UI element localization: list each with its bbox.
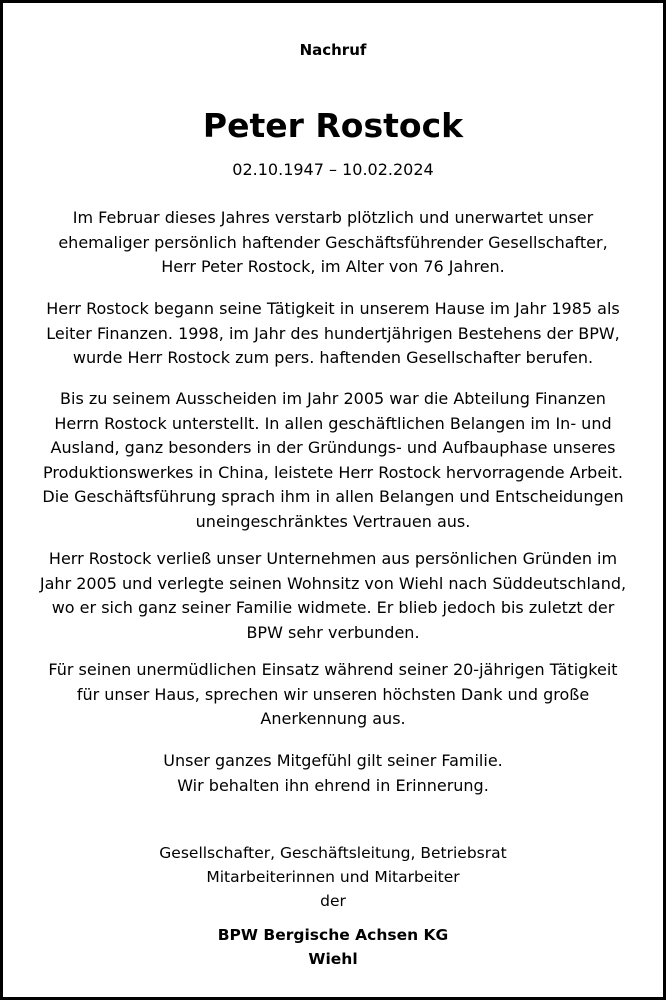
text-line: wo er sich ganz seiner Familie widmete. Er blieb jedoch bis zuletzt der [51, 598, 615, 617]
paragraph-announcement [3, 206, 663, 280]
text-line: Herr Rostock verließ unser Unternehmen aus persönlichen Gründen im [48, 549, 618, 568]
life-dates: 02.10.1947 – 10.02.2024 [232, 160, 434, 179]
text-line: Anerkennung aus. [260, 709, 406, 728]
deceased-name: Peter Rostock [202, 106, 464, 145]
paragraph-career [3, 297, 663, 371]
signature-line: Mitarbeiterinnen und Mitarbeiter [206, 868, 460, 886]
text-line: wurde Herr Rostock zum pers. haftenden Gesellschafter berufen. [72, 348, 594, 367]
paragraph-departure [3, 547, 663, 645]
signature-line: der [320, 892, 346, 910]
paragraph-finance [3, 387, 663, 534]
paragraph-thanks [3, 658, 663, 732]
signature-block [3, 841, 663, 913]
text-line: Unser ganzes Mitgefühl gilt seiner Familie. [163, 751, 503, 770]
text-line: Im Februar dieses Jahres verstarb plötzlich und unerwartet unser [72, 208, 594, 227]
paragraph-condolence [3, 749, 663, 798]
company-city: Wiehl [308, 950, 358, 968]
text-line: Produktionswerkes in China, leistete Herr Rostock hervorragende Arbeit. [43, 462, 623, 482]
text-line: uneingeschränktes Vertrauen aus. [195, 511, 471, 531]
text-line: Die Geschäftsführung sprach ihm in allen Belangen und Entscheidungen [42, 487, 624, 506]
text-line: Für seinen unermüdlichen Einsatz während seiner 20-jährigen Tätigkeit [48, 660, 618, 679]
company-name: BPW Bergische Achsen KG [217, 926, 449, 944]
text-line: Wir behalten ihn ehrend in Erinnerung. [177, 775, 489, 795]
signature-line: Gesellschafter, Geschäftsleitung, Betriebsrat [159, 844, 507, 862]
company-block [3, 923, 663, 971]
text-line: Herrn Rostock unterstellt. In allen geschäftlichen Belangen im In- und [54, 413, 612, 433]
text-line: Jahr 2005 und verlegte seinen Wohnsitz von Wiehl nach Süddeutschland, [39, 573, 627, 593]
text-line: Bis zu seinem Ausscheiden im Jahr 2005 war die Abteilung Finanzen [60, 389, 606, 408]
text-line: Herr Rostock begann seine Tätigkeit in unserem Hause im Jahr 1985 als [46, 299, 620, 318]
text-line: Ausland, ganz besonders in der Gründungs- und Aufbauphase unseres [50, 438, 616, 457]
text-line: BPW sehr verbunden. [246, 622, 420, 642]
text-line: Herr Peter Rostock, im Alter von 76 Jahren. [161, 257, 505, 276]
text-line: Leiter Finanzen. 1998, im Jahr des hundertjährigen Bestehens der BPW, [46, 323, 620, 343]
notice-heading: Nachruf [299, 41, 367, 59]
text-line: ehemaliger persönlich haftender Geschäftsführender Gesellschafter, [58, 232, 608, 252]
text-line: für unser Haus, sprechen wir unseren höchsten Dank und große [76, 684, 590, 704]
